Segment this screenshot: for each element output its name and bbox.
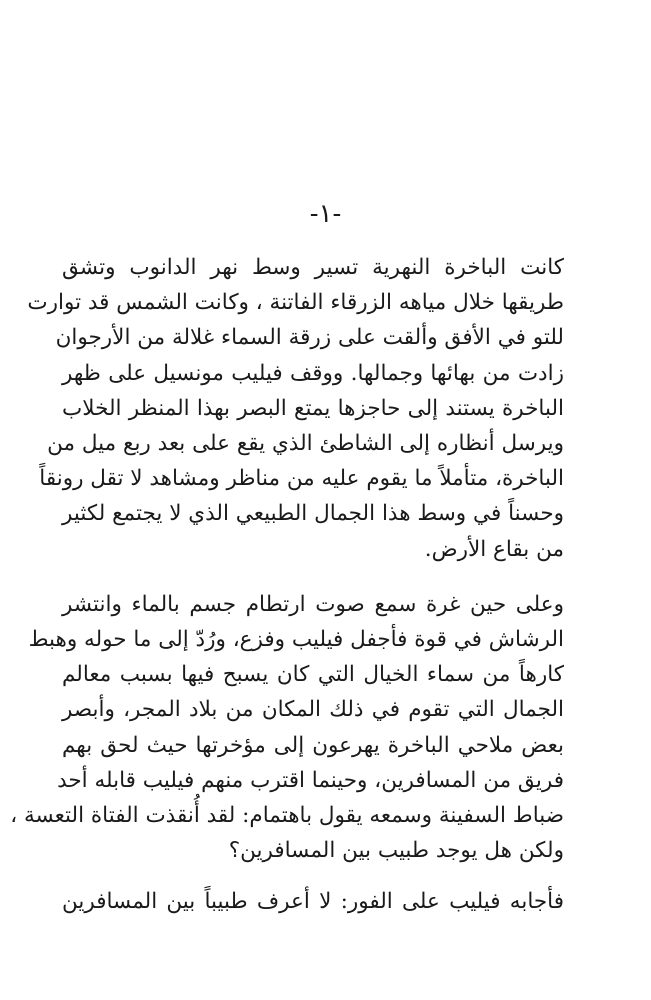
text-line: الباخرة يستند إلى حاجزها يمتع البصر بهذا المنظر الخلاب — [62, 395, 564, 421]
chapter-number: -١- — [309, 199, 342, 229]
text-line: كارهاً من سماء الخيال التي كان يسبح فيها بسبب معالم — [62, 662, 564, 688]
text-line: ضباط السفينة وسمعه يقول باهتمام: لقد أُنقذت الفتاة التعسة ، — [10, 803, 564, 829]
text-line: كانت الباخرة النهرية تسير وسط نهر الدانوب وتشق — [62, 255, 564, 280]
text-line: للتو في الأفق وألقت على زرقة السماء غلالة من الأرجوان — [55, 325, 564, 351]
text-line: زادت من بهائها وجمالها. ووقف فيليب مونسيل على ظهر — [62, 360, 564, 386]
text-line: بعض ملاحي الباخرة يهرعون إلى مؤخرتها حيث لحق بهم — [62, 732, 564, 758]
text-line: فريق من المسافرين، وحينما اقترب منهم فيليب قابله أحد — [57, 767, 564, 793]
text-line: طريقها خلال مياهه الزرقاء الفاتنة ، وكانت الشمس قد توارت — [27, 290, 564, 316]
paragraph — [27, 250, 594, 567]
text-line: ولكن هل يوجد طبيب بين المسافرين؟ — [228, 838, 564, 864]
text-line: ويرسل أنظاره إلى الشاطئ الذي يقع على بعد ربع ميل من — [47, 431, 564, 457]
paragraph — [62, 884, 594, 919]
text-line: وعلى حين غرة سمع صوت ارتطام جسم بالماء وانتشر — [62, 591, 564, 617]
text-line: فأجابه فيليب على الفور: لا أعرف طبيباً بين المسافرين — [62, 889, 564, 915]
body-text — [10, 250, 594, 920]
text-line: الرشاش في قوة فأجفل فيليب وفزع، ورُدّ إلى ما حوله وهبط — [28, 627, 564, 653]
text-line: من بقاع الأرض. — [424, 536, 564, 562]
text-line: وحسناً في وسط هذا الجمال الطبيعي الذي لا يجتمع لكثير — [62, 501, 564, 527]
text-line: الباخرة، متأملاً ما يقوم عليه من مناظر ومشاهد لا تقل رونقاً — [39, 466, 564, 492]
paragraph — [10, 587, 594, 869]
text-line: الجمال التي تقوم في ذلك المكان من بلاد المجر، وأبصر — [62, 697, 564, 723]
